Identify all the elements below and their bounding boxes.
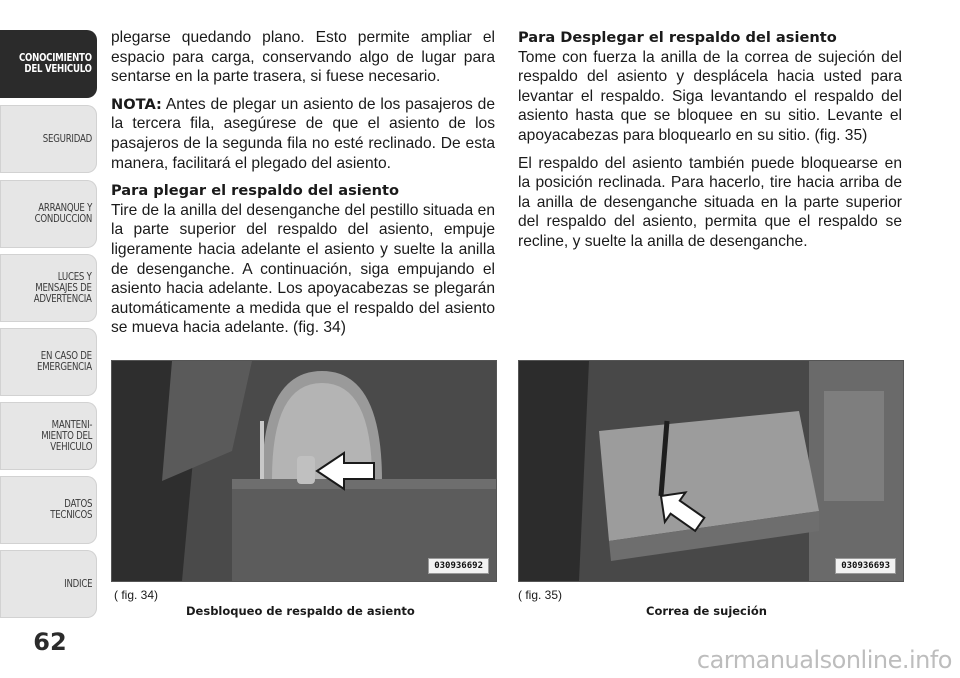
tether-strap-illustration <box>519 361 903 581</box>
figure-35-image <box>518 360 904 582</box>
tab-datos-tecnicos[interactable] <box>0 476 97 544</box>
paragraph: plegarse quedando plano. Esto permite ampliar el espacio para carga, conservando algo de lugar para sentarse en la parte trasera, si fuese necesario. <box>111 29 495 86</box>
tab-label: INDICE <box>63 577 92 590</box>
tab-label: CONOCIMIENTO DEL VEHICULO <box>19 52 92 75</box>
figure-34-image <box>111 360 497 582</box>
tab-label: LUCES Y MENSAJES DE ADVERTENCIA <box>34 270 92 305</box>
note-paragraph <box>111 95 495 173</box>
figure-code: 030936693 <box>835 558 896 574</box>
paragraph: El respaldo del asiento también puede bloquearse en la posición reclinada. Para hacerlo, tire hacia arriba de la anilla de desenganche situada en la parte superior del respaldo del asiento, permita que el respaldo se recline, y suelte la anilla de desenganche. <box>518 154 902 250</box>
note-label: NOTA: <box>111 95 162 113</box>
tab-label: MANTENI- MIENTO DEL VEHICULO <box>40 418 92 453</box>
section-heading: Para Desplegar el respaldo del asiento <box>518 29 837 46</box>
figure-caption: Desbloqueo de respaldo de asiento <box>186 604 415 618</box>
tab-conocimiento-del-vehiculo[interactable] <box>0 30 97 98</box>
note-text: Antes de plegar un asiento de los pasajeros de la tercera fila, asegúrese de que el asiento de los pasajeros de la segunda fila no esté reclinado. De esta manera, facilitará el plegado del asiento. <box>111 95 495 172</box>
watermark: carmanualsonline.info <box>696 646 952 674</box>
tab-luces-y-mensajes[interactable] <box>0 254 97 322</box>
section-heading: Para plegar el respaldo del asiento <box>111 182 400 200</box>
right-text-column <box>518 28 902 260</box>
paragraph: Tire de la anilla del desenganche del pestillo situada en la parte superior del respaldo del asiento, empuje ligeramente hacia adelante el asiento y suelte la anilla de desenganche. A continuación, siga empujando el asiento hacia adelante. Los apoyacabezas se plegarán automáticamente a medida que el respaldo del asiento se mueva hacia adelante. (fig. 34) <box>111 201 495 337</box>
tab-label: SEGURIDAD <box>42 132 92 145</box>
tab-label: EN CASO DE EMERGENCIA <box>37 350 92 373</box>
seat-release-illustration <box>112 361 496 581</box>
page-number: 62 <box>33 628 67 656</box>
tab-mantenimiento[interactable] <box>0 402 97 470</box>
tab-indice[interactable] <box>0 550 97 618</box>
tab-en-caso-de-emergencia[interactable] <box>0 328 97 396</box>
tab-seguridad[interactable] <box>0 105 97 173</box>
figure-label: ( fig. 35) <box>518 588 563 602</box>
figure-code: 030936692 <box>428 558 489 574</box>
left-text-column <box>111 28 495 346</box>
tab-arranque-y-conduccion[interactable] <box>0 180 97 248</box>
paragraph: Tome con fuerza la anilla de la correa de sujeción del respaldo del asiento y desplácela hacia usted para levantar el respaldo. Siga levantando el respaldo del asiento hasta que se bloquee en su sitio. Levante el apoyacabezas para bloquearlo en su sitio. (fig. 35) <box>518 48 902 144</box>
figure-caption: Correa de sujeción <box>646 604 767 618</box>
tab-label: DATOS TECNICOS <box>50 498 92 521</box>
tab-label: ARRANQUE Y CONDUCCION <box>34 202 92 225</box>
figure-label: ( fig. 34) <box>114 588 159 602</box>
